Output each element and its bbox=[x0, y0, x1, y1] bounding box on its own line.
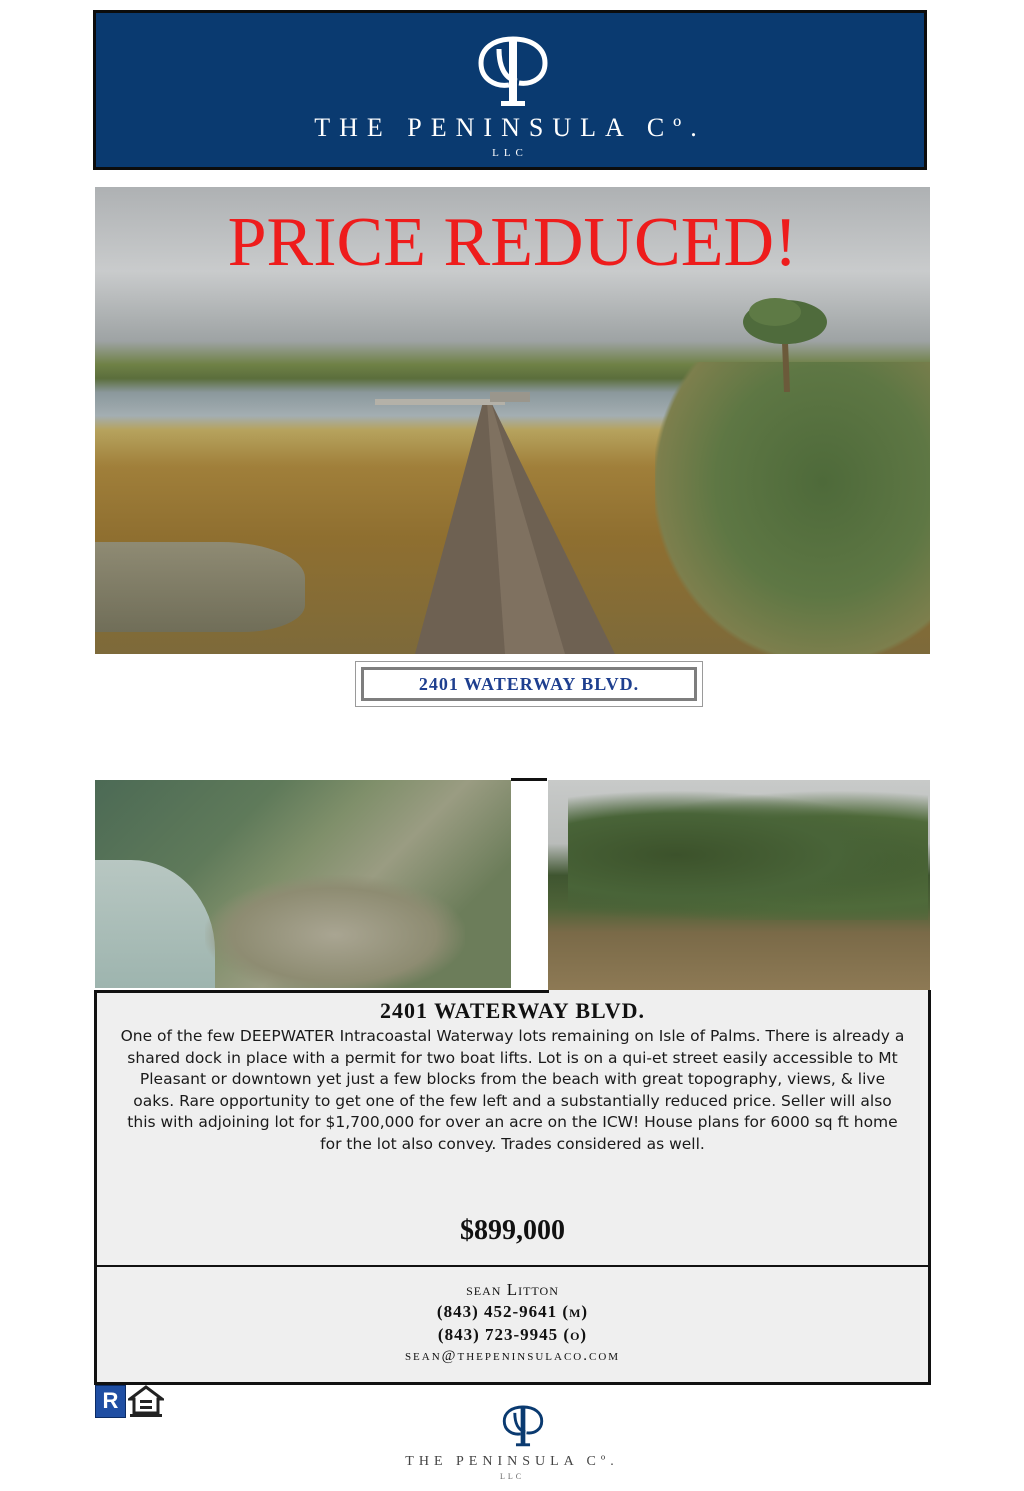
agent-name: sean Litton bbox=[466, 1280, 559, 1299]
equal-housing-opportunity-icon bbox=[128, 1385, 164, 1418]
photo-divider bbox=[511, 778, 547, 781]
realtor-logo-icon: R bbox=[95, 1385, 126, 1418]
lot-with-live-oaks-photo bbox=[548, 780, 930, 992]
panel-top-border bbox=[97, 990, 549, 993]
pc-monogram-logo-icon bbox=[498, 1400, 548, 1448]
aerial-marsh bbox=[205, 875, 465, 988]
company-name: THE PENINSULA Cº. bbox=[314, 113, 706, 142]
listing-price: $899,000 bbox=[460, 1215, 565, 1246]
pc-monogram-logo-icon bbox=[471, 27, 555, 109]
aerial-water bbox=[95, 860, 215, 988]
listing-description: One of the few DEEPWATER Intracoastal Waterway lots remaining on Isle of Palms. There is already a shared dock in place with a permit for two boat lifts. Lot is on a qui-et street easily accessible to Mt Pleasant or downtown yet just a few blocks from the beach with great topography, views, & live oaks. Rare opportunity to get one of the few left and a substantially reduced price. Seller will also this with adjoining lot for $1,700,000 for over an acre on the ICW! House plans for 6000 sq ft home for the lot also convey. Trades considered as well. bbox=[120, 1027, 905, 1153]
listing-title: 2401 WATERWAY BLVD. bbox=[380, 998, 645, 1023]
company-header-banner bbox=[93, 10, 927, 170]
live-oak-trees bbox=[568, 790, 928, 920]
panel-divider bbox=[97, 1265, 928, 1267]
address-label: 2401 WATERWAY BLVD. bbox=[418, 673, 640, 694]
address-label-box bbox=[355, 661, 703, 707]
hero-photo bbox=[95, 187, 930, 654]
footer-company-suffix: LLC bbox=[499, 1472, 525, 1481]
footer-company-name: THE PENINSULA Cº. bbox=[405, 1454, 619, 1469]
agent-email[interactable]: sean@thepeninsulaco.com bbox=[404, 1348, 621, 1364]
listing-description-panel bbox=[94, 990, 931, 1385]
aerial-lot-photo bbox=[95, 780, 511, 988]
agent-office-phone[interactable]: (843) 723-9945 (o) bbox=[437, 1325, 588, 1344]
price-reduced-headline: PRICE REDUCED! bbox=[227, 204, 798, 281]
agent-mobile-phone[interactable]: (843) 452-9641 (m) bbox=[436, 1302, 589, 1321]
company-suffix: LLC bbox=[492, 147, 528, 159]
